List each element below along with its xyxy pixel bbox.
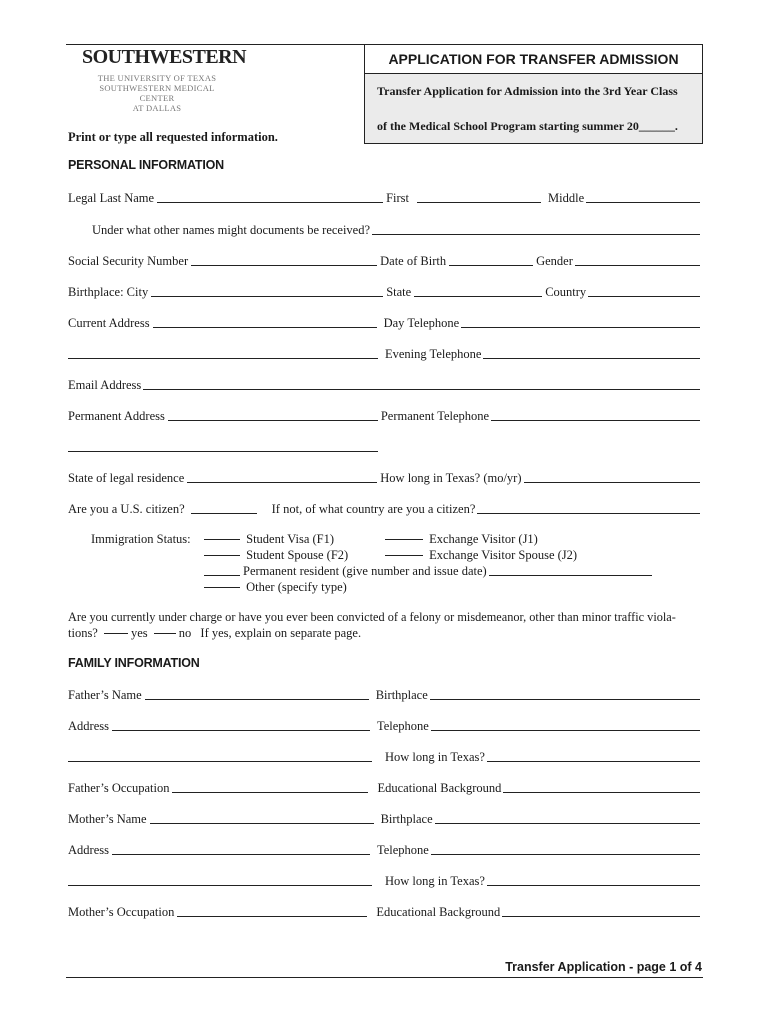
permanent-address-row [68,406,702,424]
immigration-option-f2 [204,548,348,563]
permanent-address-line2-field[interactable] [68,451,378,452]
ssn-field[interactable] [191,265,377,266]
permanent-telephone-label: Permanent Telephone [380,409,490,423]
mother-education-field[interactable] [502,916,700,917]
mother-education-label: Educational Background [376,905,501,919]
immigration-option-j1 [385,532,538,547]
form-title: APPLICATION FOR TRANSFER ADMISSION [365,45,702,74]
permanent-resident-details-field[interactable] [489,575,652,576]
father-address-field[interactable] [112,730,370,731]
state-label: State [386,285,412,299]
father-telephone-label: Telephone [376,719,429,733]
intro-line-2: of the Medical School Program starting summer 20______. [377,119,678,133]
other-names-label: Under what other names might documents be received? [92,223,371,237]
mother-address-line2-row [68,871,702,889]
birthplace-city-field[interactable] [151,296,383,297]
fathers-name-label: Father’s Name [68,688,142,702]
intro-line-1: Transfer Application for Admission into the 3rd Year Class [377,84,678,98]
immigration-option-j2 [385,548,577,563]
middle-name-label: Middle [548,191,585,205]
father-birthplace-field[interactable] [430,699,700,700]
current-address-row [68,313,702,331]
felony-no-field[interactable] [154,633,176,634]
permanent-telephone-field[interactable] [491,420,700,421]
student-visa-label: Student Visa (F1) [246,532,335,546]
permanent-address-line2-row [68,437,380,455]
exchange-visitor-label: Exchange Visitor (J1) [429,532,538,546]
other-status-label: Other (specify type) [246,580,347,594]
immigration-option-pr [204,564,654,579]
first-name-field[interactable] [417,202,541,203]
citizen-country-field[interactable] [477,513,700,514]
day-telephone-field[interactable] [461,327,700,328]
permanent-resident-checkbox[interactable] [204,575,240,576]
mothers-name-label: Mother’s Name [68,812,147,826]
current-address-field[interactable] [153,327,377,328]
evening-telephone-field[interactable] [483,358,700,359]
felony-tions: tions? [68,626,98,640]
family-section-heading: FAMILY INFORMATION [68,656,200,670]
mother-how-long-texas-label: How long in Texas? [385,874,485,888]
father-address-line2-field[interactable] [68,761,372,762]
logo-subtitle-1: THE UNIVERSITY OF TEXAS [97,73,217,83]
dob-field[interactable] [449,265,533,266]
current-address-line2-row [68,344,702,362]
exchange-spouse-checkbox[interactable] [385,555,423,556]
mother-name-row [68,809,702,827]
gender-field[interactable] [575,265,700,266]
legal-residence-label: State of legal residence [68,471,185,485]
country-field[interactable] [588,296,700,297]
mother-address-row [68,840,702,858]
name-row [68,188,702,206]
legal-last-name-label: Legal Last Name [68,191,155,205]
mother-address-line2-field[interactable] [68,885,372,886]
immigration-option-other [204,580,347,595]
mother-address-label: Address [68,843,109,857]
how-long-texas-field[interactable] [524,482,700,483]
other-names-row [92,220,702,238]
evening-telephone-label: Evening Telephone [385,347,482,361]
exchange-visitor-checkbox[interactable] [385,539,423,540]
father-education-field[interactable] [503,792,700,793]
legal-residence-field[interactable] [187,482,377,483]
us-citizen-label: Are you a U.S. citizen? [68,502,185,516]
email-row [68,375,702,393]
father-telephone-field[interactable] [431,730,700,731]
father-name-row [68,685,702,703]
logo-subtitle-2: SOUTHWESTERN MEDICAL CENTER [99,83,215,103]
felony-no-label: no [178,626,192,640]
permanent-address-label: Permanent Address [68,409,165,423]
student-visa-checkbox[interactable] [204,539,240,540]
permanent-resident-label: Permanent resident (give number and issue date) [243,564,487,578]
other-status-checkbox[interactable] [204,587,240,588]
mother-how-long-texas-field[interactable] [487,885,700,886]
how-long-texas-label: How long in Texas? (mo/yr) [380,471,522,485]
header-box [364,44,703,144]
felony-question: Are you currently under charge or have you ever been convicted of a felony or misdemeanor, other than minor traffic viola- [68,610,676,624]
citizenship-row [68,499,702,517]
father-address-row [68,716,702,734]
student-spouse-label: Student Spouse (F2) [246,548,349,562]
mother-telephone-field[interactable] [431,854,700,855]
felony-yes-label: yes [130,626,148,640]
birthplace-row [68,282,702,300]
dob-label: Date of Birth [380,254,447,268]
country-label: Country [545,285,587,299]
state-field[interactable] [414,296,542,297]
mother-telephone-label: Telephone [376,843,429,857]
page-label: Transfer Application - page 1 of 4 [505,960,702,974]
birthplace-city-label: Birthplace: City [68,285,149,299]
immigration-option-f1 [204,532,334,547]
header-rule-left [66,44,364,45]
father-birthplace-label: Birthplace [375,688,428,702]
permanent-address-field[interactable] [168,420,378,421]
logo-wordmark: SOUTHWESTERN [82,46,247,68]
father-how-long-texas-field[interactable] [487,761,700,762]
university-logo [82,46,247,113]
citizen-country-label: If not, of what country are you a citizen? [271,502,476,516]
father-address-label: Address [68,719,109,733]
mother-birthplace-field[interactable] [435,823,700,824]
felony-explain: If yes, explain on separate page. [200,626,362,640]
current-address-line2-field[interactable] [68,358,378,359]
gender-label: Gender [536,254,573,268]
felony-answer-row [68,626,361,641]
father-occupation-row [68,778,702,796]
mother-birthplace-label: Birthplace [380,812,433,826]
father-education-label: Educational Background [377,781,502,795]
first-name-label: First [386,191,410,205]
personal-section-heading: PERSONAL INFORMATION [68,158,224,172]
current-address-label: Current Address [68,316,150,330]
fathers-occupation-field[interactable] [172,792,368,793]
email-field[interactable] [143,389,700,390]
us-citizen-field[interactable] [191,513,257,514]
ssn-label: Social Security Number [68,254,189,268]
middle-name-field[interactable] [586,202,700,203]
instructions: Print or type all requested information. [68,130,278,144]
exchange-spouse-label: Exchange Visitor Spouse (J2) [429,548,578,562]
footer-rule [66,977,703,978]
day-telephone-label: Day Telephone [383,316,460,330]
email-label: Email Address [68,378,142,392]
father-address-line2-row [68,747,702,765]
mother-address-field[interactable] [112,854,370,855]
other-names-field[interactable] [372,234,700,235]
mothers-name-field[interactable] [150,823,374,824]
mothers-occupation-field[interactable] [177,916,367,917]
felony-yes-field[interactable] [104,633,128,634]
immigration-status-label: Immigration Status: [91,532,191,546]
fathers-occupation-label: Father’s Occupation [68,781,170,795]
legal-last-name-field[interactable] [157,202,383,203]
legal-residence-row [68,468,702,486]
fathers-name-field[interactable] [145,699,369,700]
ssn-row [68,251,702,269]
student-spouse-checkbox[interactable] [204,555,240,556]
father-how-long-texas-label: How long in Texas? [385,750,485,764]
mother-occupation-row [68,902,702,920]
mothers-occupation-label: Mother’s Occupation [68,905,175,919]
logo-subtitle-3: AT DALLAS [132,103,182,113]
